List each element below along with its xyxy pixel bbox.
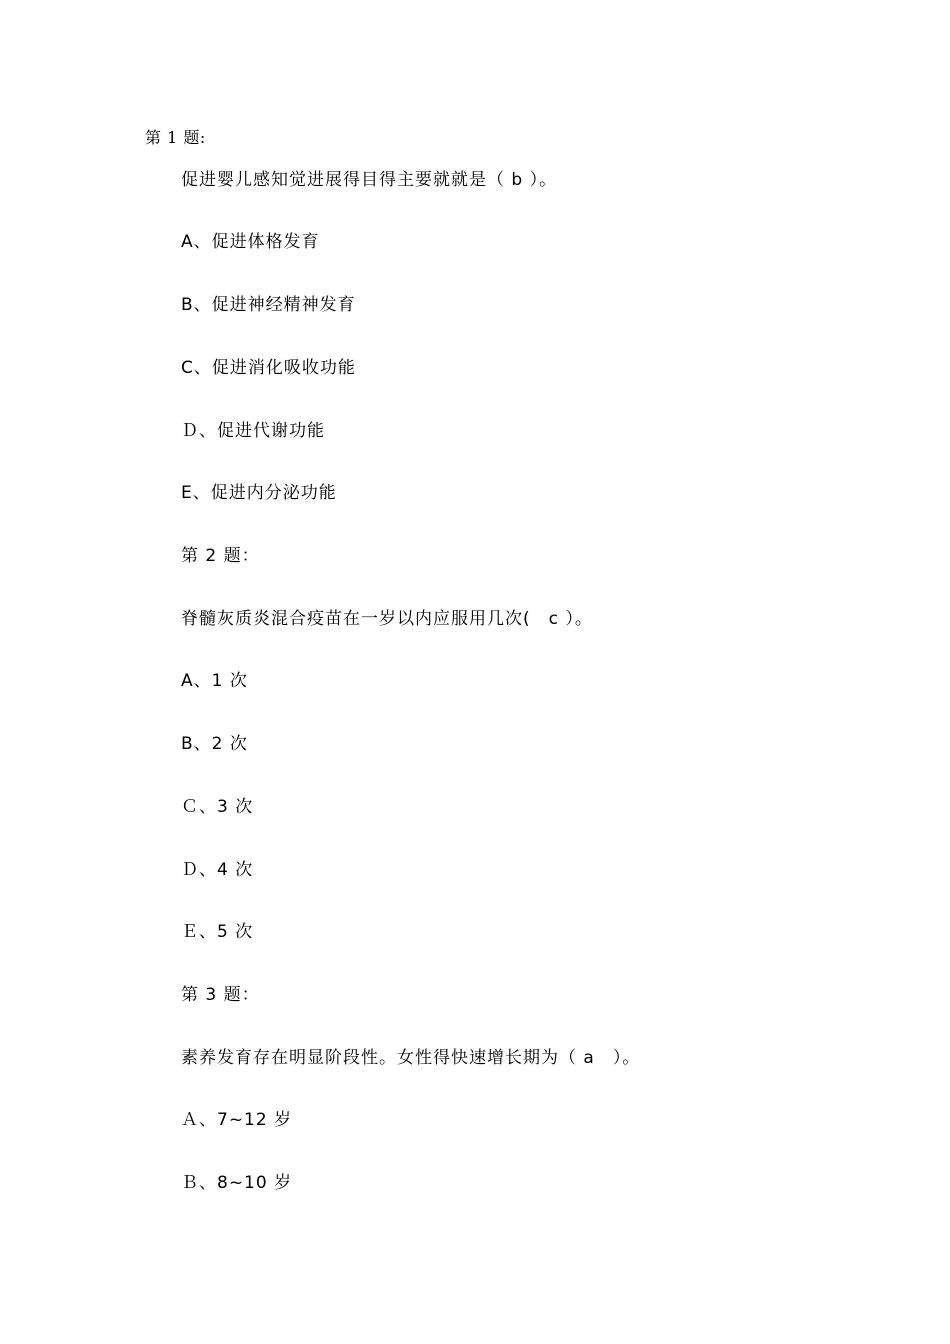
question-2-option-a: A、1 次 [181, 671, 248, 691]
question-2-heading: 第 2 题： [181, 546, 260, 566]
question-1-option-a: A、促进体格发育 [181, 232, 320, 252]
question-2-option-b: B、2 次 [181, 734, 248, 754]
question-3-option-b: Ｂ、8~10 岁 [181, 1173, 293, 1193]
question-1-option-c: C、促进消化吸收功能 [181, 358, 356, 378]
question-1-heading: 第 1 题: [145, 128, 206, 147]
question-2-option-c: Ｃ、3 次 [181, 797, 254, 817]
question-2-option-e: Ｅ、5 次 [181, 922, 254, 942]
question-1-option-b: B、促进神经精神发育 [181, 295, 356, 315]
question-1-stem: 促进婴儿感知觉进展得目得主要就就是（ b ）。 [181, 170, 558, 190]
question-3-option-a: Ａ、7~12 岁 [181, 1110, 293, 1130]
question-3-stem: 素养发育存在明显阶段性。女性得快速增长期为（ a ）。 [181, 1048, 641, 1068]
question-1-option-d: Ｄ、促进代谢功能 [181, 421, 325, 441]
question-2-stem: 脊髓灰质炎混合疫苗在一岁以内应服用几次( c ）。 [181, 609, 593, 629]
question-3-heading: 第 3 题： [181, 985, 260, 1005]
question-2-option-d: Ｄ、4 次 [181, 860, 254, 880]
question-1-option-e: E、促进内分泌功能 [181, 483, 337, 503]
